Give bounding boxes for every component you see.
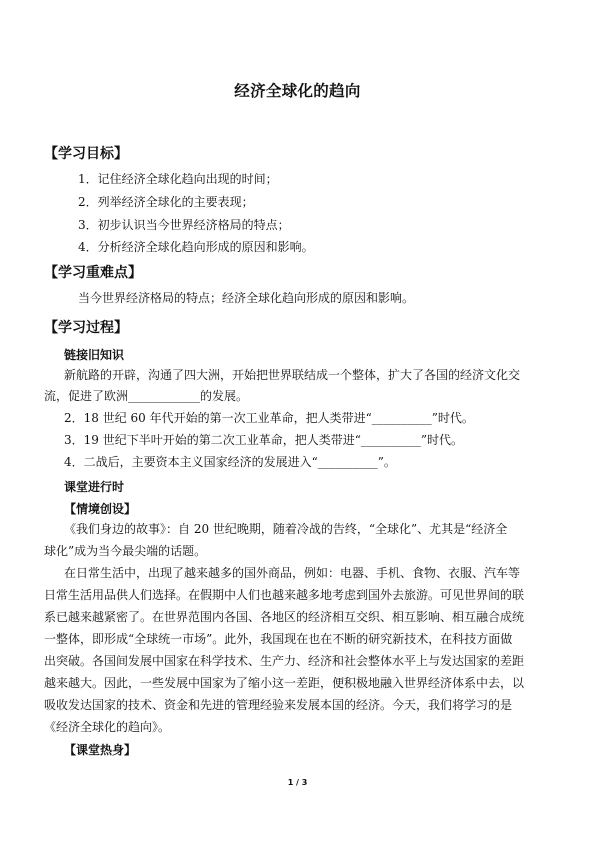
key-points-text: 当今世界经济格局的特点；经济全球化趋向形成的原因和影响。 xyxy=(78,291,415,305)
review-line-1: 新航路的开辟，沟通了四大洲，开始把世界联结成一个整体，扩大了各国的经济文化交 xyxy=(64,368,521,382)
scenario-heading: 【情境创设】 xyxy=(64,502,137,516)
objective-item-2: 2．列举经济全球化的主要表现； xyxy=(78,195,254,209)
objective-item-1: 1．记住经济全球化趋向出现的时间； xyxy=(78,172,278,186)
review-line-4: 3．19 世纪下半叶开始的第二次工业革命，把人类带进“__________”时代。 xyxy=(64,433,463,447)
scenario-line-1: 《我们身边的故事》：自 20 世纪晚期，随着冷战的告终，“全球化”、尤其是“经济全 xyxy=(64,522,508,536)
review-line-2: 流，促进了欧洲____________的发展。 xyxy=(44,389,249,403)
review-line-3: 2．18 世纪 60 年代开始的第一次工业革命，把人类带进“__________”时代。 xyxy=(64,411,474,425)
scenario-line-3: 在日常生活中，出现了越来越多的国外商品，例如：电器、手机、食物、衣服、汽车等 xyxy=(64,566,521,580)
scenario-line-7: 出突破。各国间发展中国家在科学技术、生产力、经济和社会整体水平上与发达国家的差距 xyxy=(44,654,525,668)
objective-item-3: 3．初步认识当今世界经济格局的特点； xyxy=(78,218,290,232)
class-heading: 课堂进行时 xyxy=(64,480,125,494)
scenario-line-9: 吸收发达国家的技术、资金和先进的管理经验来发展本国的经济。今天，我们将学习的是 xyxy=(44,698,513,712)
review-heading: 链接旧知识 xyxy=(64,348,125,362)
review-line-5: 4．二战后，主要资本主义国家经济的发展进入“__________”。 xyxy=(64,455,396,469)
scenario-line-4: 日常生活用品供人们选择。在假期中人们也越来越多地考虑到国外去旅游。可见世界间的联 xyxy=(44,588,525,602)
objectives-heading: 【学习目标】 xyxy=(44,146,128,162)
page-title: 经济全球化的趋向 xyxy=(234,82,361,100)
scenario-line-8: 越来越大。因此，一些发展中国家为了缩小这一差距，便积极地融入世界经济体系中去，以 xyxy=(44,676,525,690)
scenario-line-6: 一整体，即形成“全球统一市场”。此外，我国现在也在不断的研究新技术，在科技方面做 xyxy=(44,632,513,646)
page-number: 1 / 3 xyxy=(287,778,308,787)
key-points-heading: 【学习重难点】 xyxy=(44,265,142,281)
scenario-line-2: 球化”成为当今最尖端的话题。 xyxy=(44,544,207,558)
warmup-heading: 【课堂热身】 xyxy=(64,743,137,757)
objective-item-4: 4．分析经济全球化趋向形成的原因和影响。 xyxy=(78,240,314,254)
scenario-line-10: 《经济全球化的趋向》。 xyxy=(44,720,171,734)
process-heading: 【学习过程】 xyxy=(44,320,128,336)
scenario-line-5: 系已越来越紧密了。在世界范围内各国、各地区的经济相互交织、相互影响、相互融合成统 xyxy=(44,610,525,624)
